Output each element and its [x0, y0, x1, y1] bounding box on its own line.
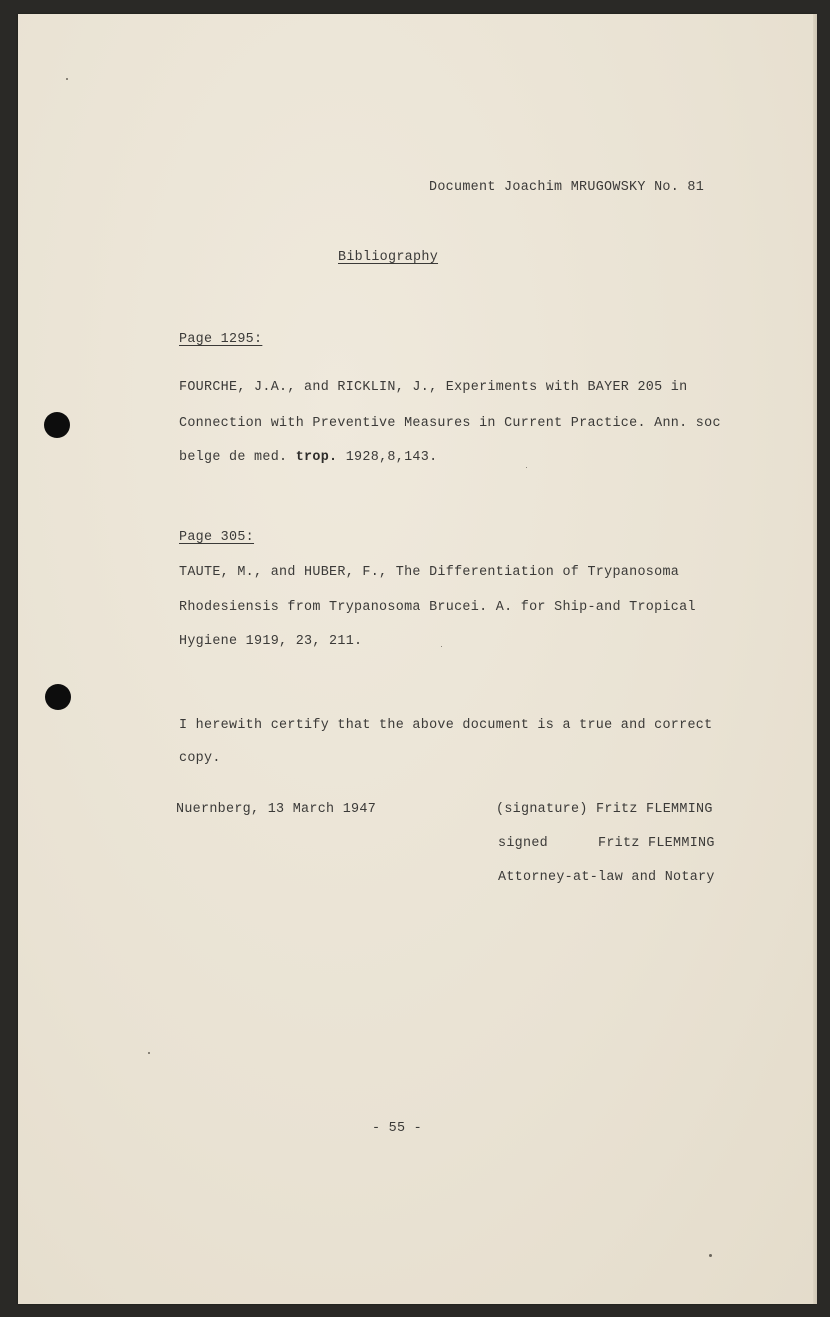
- signature-line: (signature) Fritz FLEMMING: [496, 802, 713, 817]
- paper-speck: [526, 467, 527, 468]
- paper-speck: [148, 1052, 150, 1054]
- punch-hole-lower: [45, 684, 71, 710]
- citation-1-line-1: FOURCHE, J.A., and RICKLIN, J., Experiments with BAYER 205 in: [179, 380, 688, 395]
- signed-label: signed: [498, 836, 549, 851]
- page-title: Bibliography: [338, 250, 439, 265]
- citation-1-line-3-head: belge de med.: [179, 450, 296, 465]
- signed-name: Fritz FLEMMING: [598, 836, 715, 851]
- notary-title: Attorney-at-law and Notary: [498, 870, 715, 885]
- page-edge: [813, 14, 817, 1304]
- certification-line-1: I herewith certify that the above document is a true and correct: [179, 718, 713, 733]
- document-reference: Document Joachim MRUGOWSKY No. 81: [429, 180, 705, 195]
- page-number: - 55 -: [372, 1121, 423, 1136]
- citation-1-line-3-bold: trop.: [295, 450, 338, 465]
- paper-speck: [709, 1254, 712, 1257]
- paper-speck: [66, 78, 68, 80]
- citation-2-line-1: TAUTE, M., and HUBER, F., The Differentiation of Trypanosoma: [179, 565, 680, 580]
- citation-1-line-3: [179, 450, 437, 465]
- certification-line-2: copy.: [179, 751, 221, 766]
- section-heading-page-1295: Page 1295:: [179, 332, 263, 347]
- punch-hole-upper: [44, 412, 70, 438]
- citation-2-line-3: Hygiene 1919, 23, 211.: [179, 634, 363, 649]
- paper-speck: [441, 646, 442, 647]
- citation-2-line-2: Rhodesiensis from Trypanosoma Brucei. A. for Ship-and Tropical: [179, 600, 696, 615]
- section-heading-page-305: Page 305:: [179, 530, 255, 545]
- document-page: [18, 14, 815, 1304]
- place-and-date: Nuernberg, 13 March 1947: [176, 802, 377, 817]
- citation-1-line-2: Connection with Preventive Measures in Current Practice. Ann. soc: [179, 416, 721, 431]
- citation-1-line-3-tail: 1928,8,143.: [337, 450, 438, 465]
